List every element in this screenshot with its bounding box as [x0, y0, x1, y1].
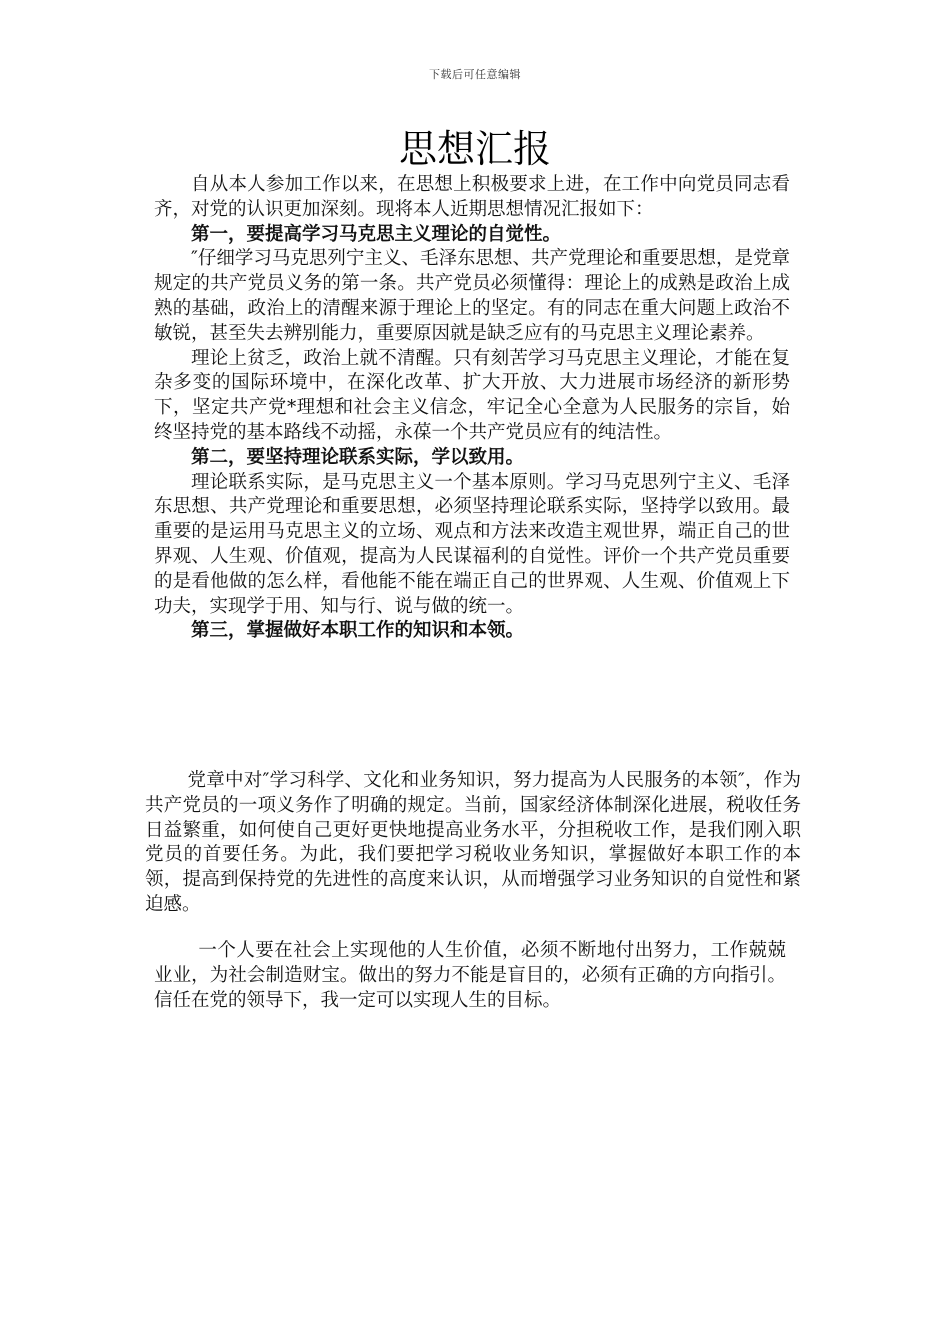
section-heading-1: 第一，要提高学习马克思主义理论的自觉性。 — [191, 223, 562, 245]
section-2-paragraph-1: 理论联系实际，是马克思主义一个基本原则。学习马克思列宁主义、毛泽东思想、共产党理论和重要思想，必须坚持理论联系实际，坚持学以致用。最重要的是运用马克思主义的立场、观点和方法来改造主观世界，端正自己的世界观、人生观、价值观，提高为人民谋福利的自觉性。评价一个共产党员重要的是看他做的怎么样，看他能不能在端正自己的世界观、人生观、价值观上下功夫，实现学于用、知与行、说与做的统一。 — [154, 471, 790, 617]
header-note: 下载后可任意编辑 — [429, 68, 521, 81]
document-body — [154, 173, 790, 644]
party-duty-block — [145, 769, 801, 918]
section-heading-2: 第二，要坚持理论联系实际，学以致用。 — [191, 446, 525, 468]
closing-paragraph: 一个人要在社会上实现他的人生价值，必须不断地付出努力，工作兢兢业业，为社会制造财宝。做出的努力不能是盲目的，必须有正确的方向指引。信任在党的领导下，我一定可以实现人生的目标。 — [154, 940, 786, 1011]
section-1-paragraph-2: 理论上贫乏，政治上就不清醒。只有刻苦学习马克思主义理论，才能在复杂多变的国际环境中，在深化改革、扩大开放、大力进展市场经济的新形势下，坚定共产党*理想和社会主义信念，牢记全心全意为人民服务的宗旨，始终坚持党的基本路线不动摇，永葆一个共产党员应有的纯洁性。 — [154, 347, 790, 443]
party-duty-paragraph: 党章中对″学习科学、文化和业务知识，努力提高为人民服务的本领″，作为共产党员的一项义务作了明确的规定。当前，国家经济体制深化进展，税收任务日益繁重，如何使自己更好更快地提高业务水平，分担税收工作，是我们刚入职党员的首要任务。为此，我们要把学习税收业务知识，掌握做好本职工作的本领，提高到保持党的先进性的高度来认识，从而增强学习业务知识的自觉性和紧迫感。 — [145, 770, 801, 915]
intro-paragraph: 自从本人参加工作以来，在思想上积极要求上进，在工作中向党员同志看齐，对党的认识更加深刻。现将本人近期思想情况汇报如下： — [154, 174, 790, 220]
section-heading-3: 第三，掌握做好本职工作的知识和本领。 — [191, 620, 525, 642]
closing-block — [154, 939, 786, 1013]
document-title: 思想汇报 — [398, 127, 551, 171]
section-1-paragraph-1: ″仔细学习马克思列宁主义、毛泽东思想、共产党理论和重要思想，是党章规定的共产党员义务的第一条。共产党员必须懂得：理论上的成熟是政治上成熟的基础，政治上的清醒来源于理论上的坚定。有的同志在重大问题上政治不敏锐，甚至失去辨别能力，重要原因就是缺乏应有的马克思主义理论素养。 — [154, 248, 790, 344]
